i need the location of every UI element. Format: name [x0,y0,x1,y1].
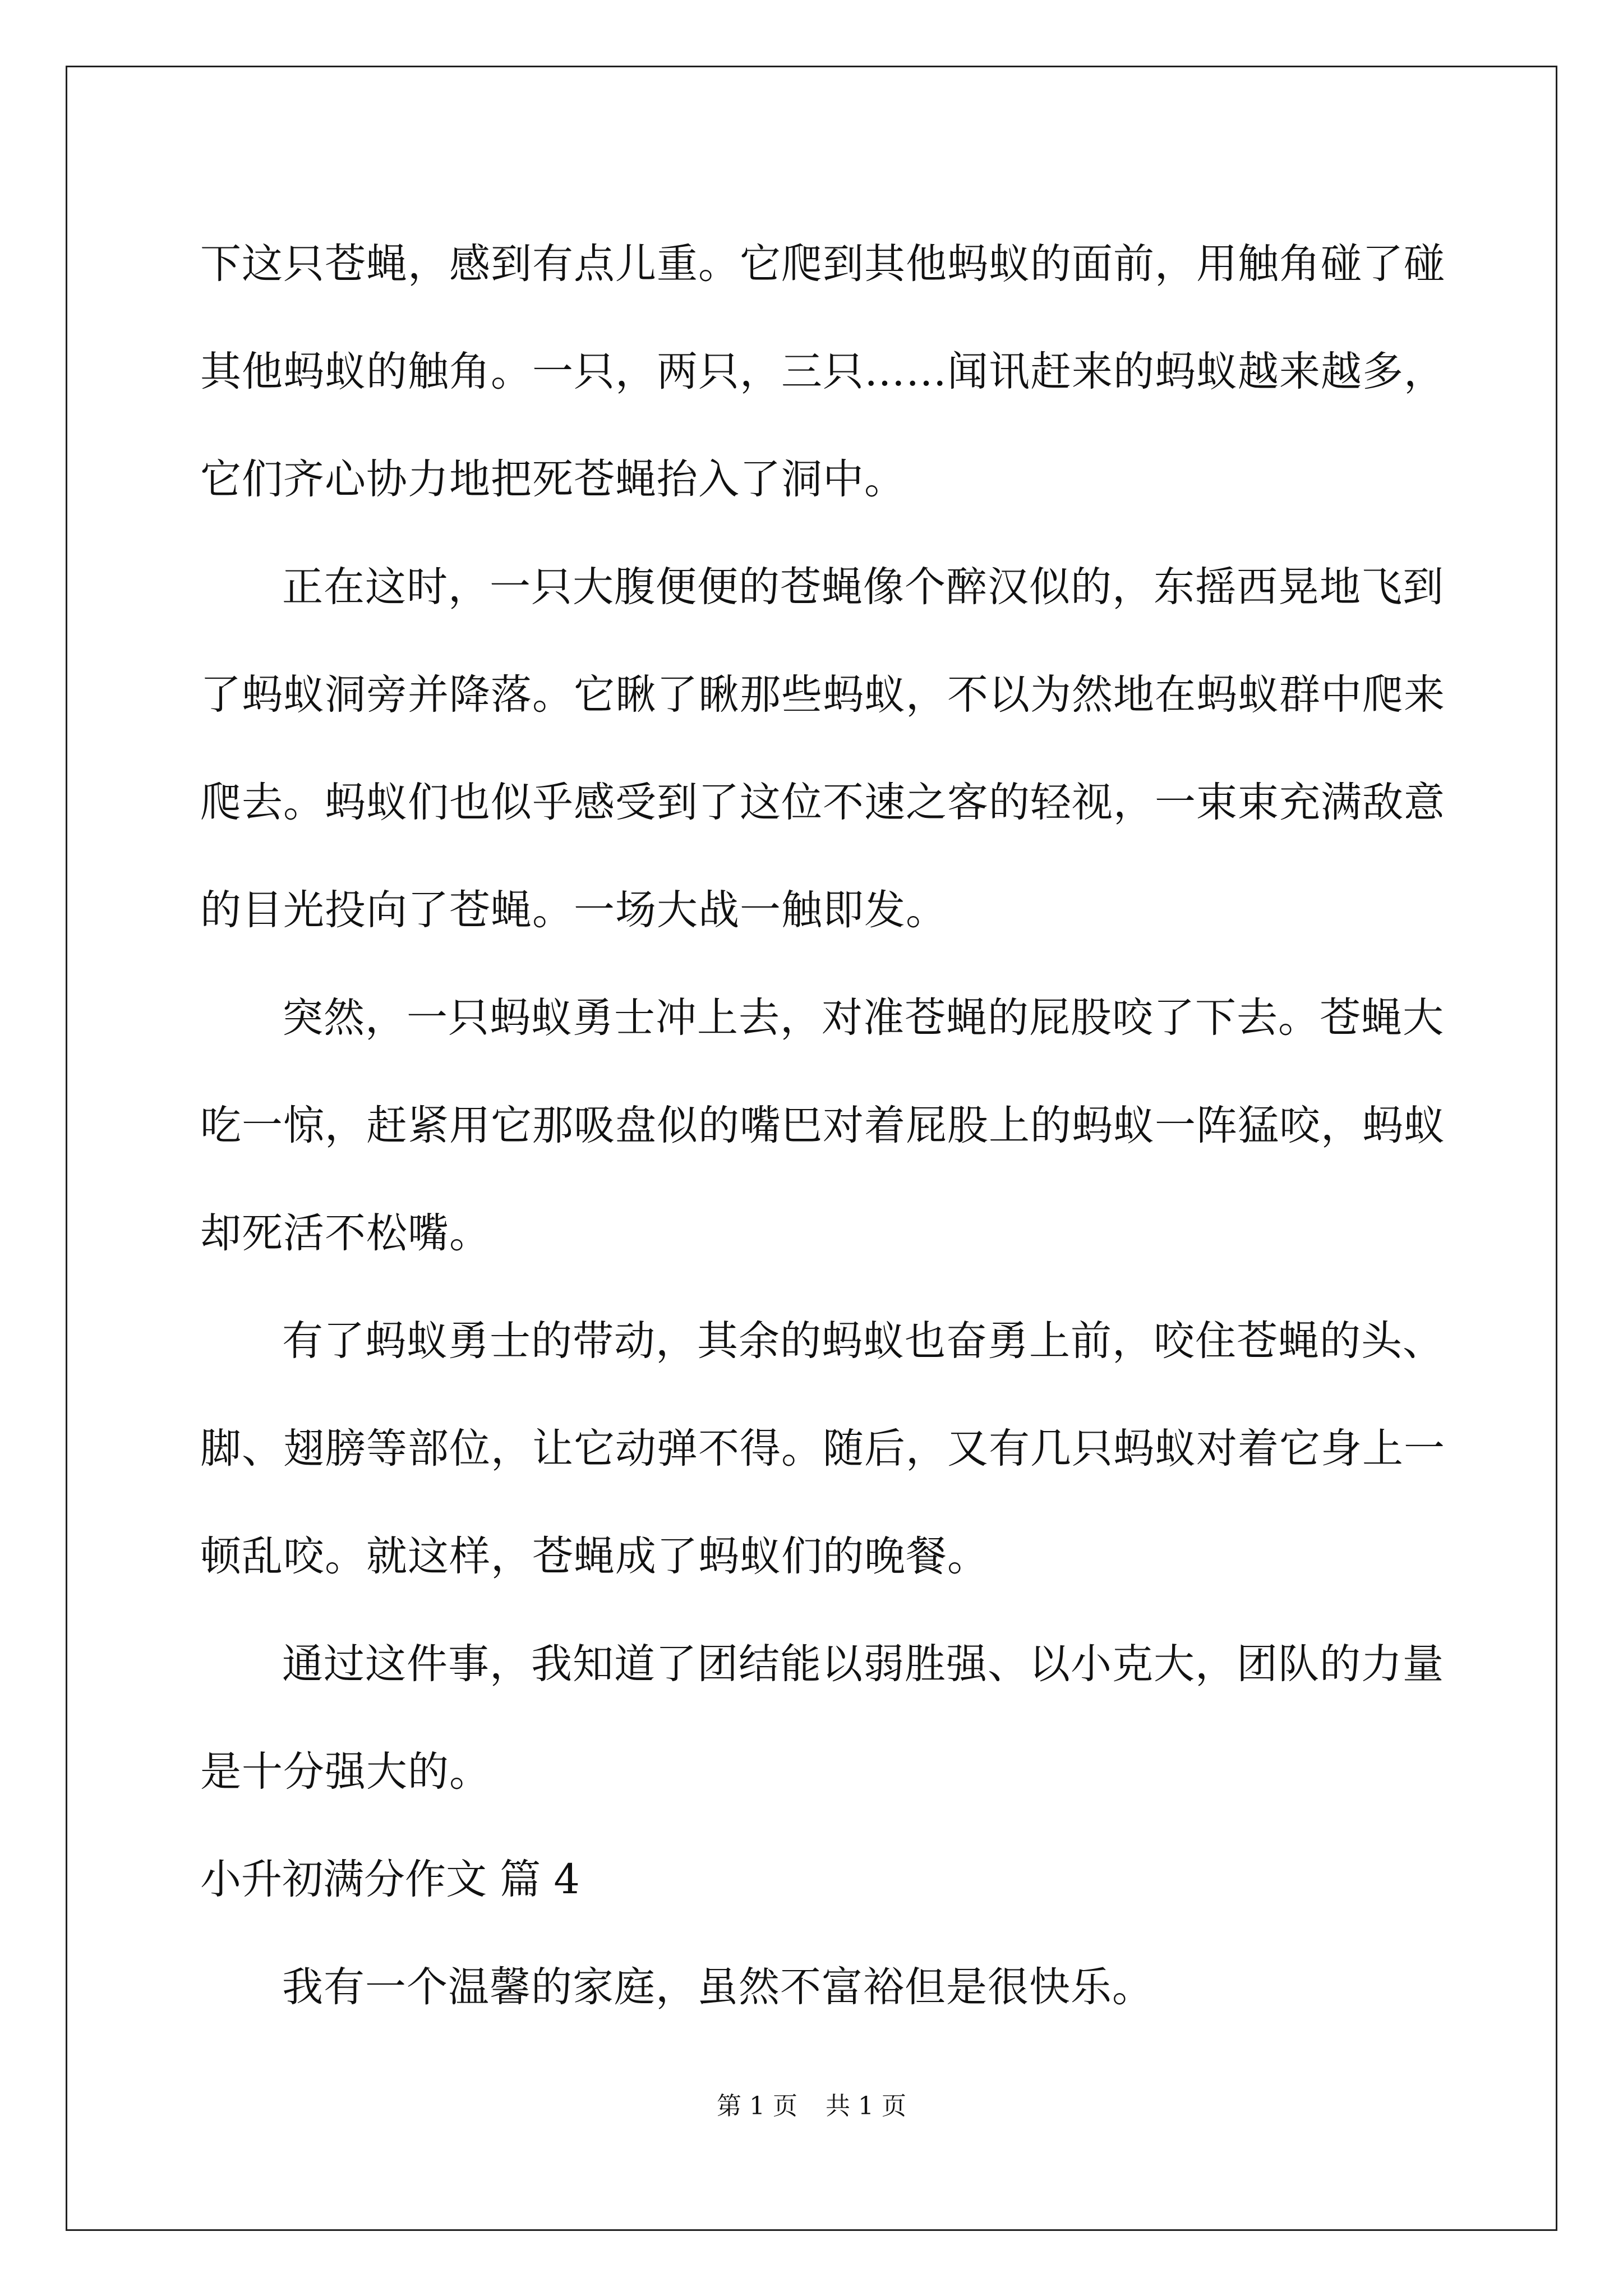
text-line: 正在这时，一只大腹便便的苍蝇像个醉汉似的，东摇西晃地飞到 [282,563,1444,611]
text-line: 下这只苍蝇，感到有点儿重。它爬到其他蚂蚁的面前，用触角碰了碰 [200,240,1445,288]
text-line: 的目光投向了苍蝇。一场大战一触即发。 [200,886,947,934]
text-line: 顿乱咬。就这样，苍蝇成了蚂蚁们的晚餐。 [200,1533,989,1580]
text-line: 了蚂蚁洞旁并降落。它瞅了瞅那些蚂蚁，不以为然地在蚂蚁群中爬来 [200,671,1445,719]
paragraph-1 [200,210,1445,533]
text-line: 其他蚂蚁的触角。一只，两只，三只……闻讯赶来的蚂蚁越来越多， [200,348,1445,395]
paragraph-6 [200,1934,1440,2041]
section-heading: 小升初满分作文 篇 4 [200,1856,580,1903]
text-line: 爬去。蚂蚁们也似乎感受到了这位不速之客的轻视，一束束充满敌意 [200,779,1445,826]
paragraph-2 [200,533,1445,964]
text-line: 是十分强大的。 [200,1748,491,1796]
text-line: 我有一个温馨的家庭，虽然不富裕但是很快乐。 [282,1963,1154,2011]
paragraph-3 [200,964,1445,1287]
page-total: 共 1 页 [826,2092,906,2120]
text-line: 有了蚂蚁勇士的带动，其余的蚂蚁也奋勇上前，咬住苍蝇的头、 [282,1317,1444,1365]
page-number: 第 1 页 [717,2092,797,2120]
text-line: 它们齐心协力地把死苍蝇抬入了洞中。 [200,455,906,503]
paragraph-4 [200,1287,1445,1611]
document-body [200,210,1445,2041]
text-line: 通过这件事，我知道了团结能以弱胜强、以小克大，团队的力量 [282,1640,1444,1688]
text-line: 吃一惊，赶紧用它那吸盘似的嘴巴对着屁股上的蚂蚁一阵猛咬，蚂蚁 [200,1102,1445,1149]
text-line: 突然，一只蚂蚁勇士冲上去，对准苍蝇的屁股咬了下去。苍蝇大 [282,994,1444,1042]
text-line: 却死活不松嘴。 [200,1209,491,1257]
text-line: 脚、翅膀等部位，让它动弹不得。随后，又有几只蚂蚁对着它身上一 [200,1425,1445,1473]
paragraph-5 [200,1611,1444,1826]
page-footer [0,2086,1623,2122]
